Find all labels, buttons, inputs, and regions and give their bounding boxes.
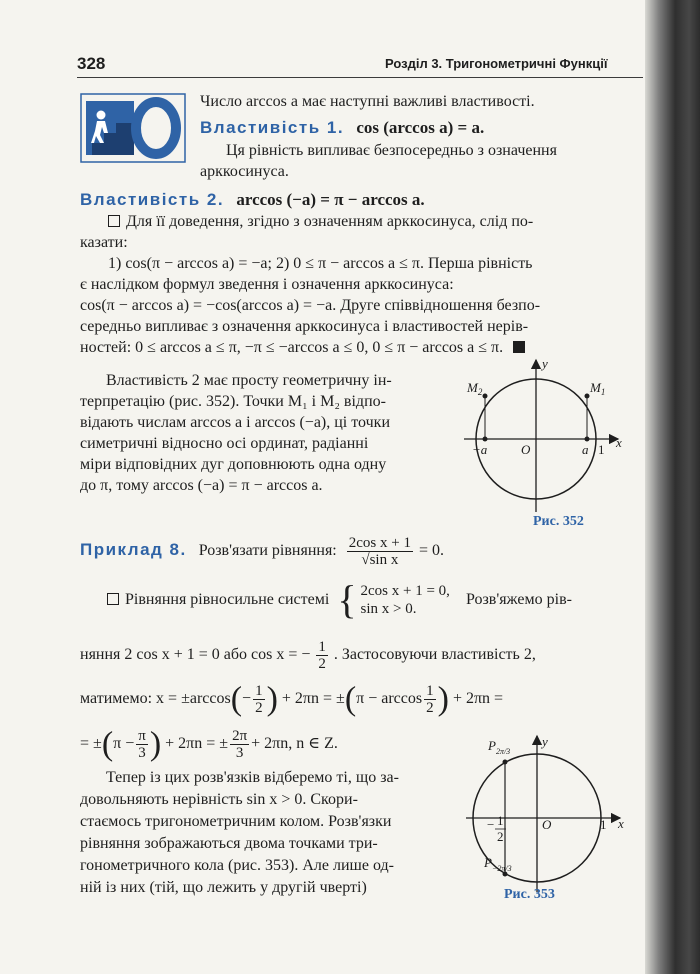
one-label: 1	[598, 442, 605, 457]
example-title: Приклад 8.	[80, 540, 187, 560]
geo-text-line: терпретацію (рис. 352). Точки M₁ і M₂ відпо-	[80, 393, 386, 410]
closing-line: рівняння зображаються двома точками три-	[80, 835, 378, 852]
proof-line: cos(π − arccos a) = −cos(arccos a) = −a. Друге співвідношення безпо-	[80, 297, 541, 314]
proof-line: середньо випливає з означення арккосинуса і властивостей нерів-	[80, 318, 529, 335]
property-1-line: арккосинуса.	[200, 163, 289, 180]
m2-label: $M_2$	[467, 380, 483, 397]
geo-text-line: відають числам arccos a і arccos (−a), ці точки	[80, 414, 390, 431]
header-rule	[77, 77, 643, 78]
a-label: a	[582, 442, 589, 457]
page-number: 328	[77, 54, 106, 73]
solution-start-icon	[107, 593, 119, 605]
point-neg-a	[483, 437, 488, 442]
book-spine	[645, 0, 700, 974]
proof-line: казати:	[80, 234, 128, 251]
definition-logo-icon	[80, 93, 186, 163]
figure-caption: Рис. 352	[533, 514, 584, 529]
figure-353	[462, 732, 634, 904]
x-label: x	[618, 816, 624, 831]
closing-line: Тепер із цих розв'язків відберемо ті, що за-	[106, 769, 399, 786]
closing-line: ній із них (тій, що лежить у другій чверті)	[80, 879, 367, 896]
point-a	[585, 437, 590, 442]
origin-label: O	[542, 817, 552, 832]
one-label: 1	[600, 817, 607, 832]
proof-line: ностей: 0 ≤ arccos a ≤ π, −π ≤ −arccos a ≤ 0, 0 ≤ π − arccos a ≤ π.	[80, 338, 525, 358]
property-2-title: Властивість 2.	[80, 190, 225, 209]
geo-text-line: симетричні відносно осі ординат, радіанні	[80, 435, 369, 452]
property-1-formula: cos (arccos a) = a.	[356, 118, 485, 137]
y-label: y	[542, 356, 548, 371]
example-task: Розв'язати рівняння:	[198, 542, 337, 560]
proof-line: 1) cos(π − arccos a) = −a; 2) 0 ≤ π − arccos a ≤ π. Перша рівність	[108, 255, 533, 272]
closing-line: стаємось тригонометричним колом. Розв'язки	[80, 813, 392, 830]
proof-start-icon	[108, 215, 120, 227]
property-2-formula: arccos (−a) = π − arccos a.	[236, 190, 425, 209]
closing-line: довольняють нерівність sin x > 0. Скори-	[80, 791, 358, 808]
y-label: y	[542, 734, 548, 749]
geo-text-line: до π, тому arccos (−a) = π − arccos a.	[80, 477, 323, 494]
geo-text-line: Властивість 2 має просту геометричну ін-	[106, 372, 392, 389]
origin-label: O	[521, 442, 531, 457]
p-top-label: $P_{2\pi/3}$	[488, 738, 511, 756]
neg-a-label: −a	[472, 442, 488, 457]
closing-line: гонометричного кола (рис. 353). Але лише од-	[80, 857, 394, 874]
example-heading: Приклад 8. Розв'язати рівняння: $\frac{\text{2cos x + 1}}{\text{√sin x}}$ = 0.	[80, 535, 444, 568]
property-1-title: Властивість 1.	[200, 118, 345, 137]
example-line: = ±(π − $\frac{\pi}{3}$ ) + 2πn = ± $\frac{2\pi}{3}$ + 2πn, n ∈ Z.	[80, 725, 338, 763]
proof-line: є наслідком формул зведення і означення арккосинуса:	[80, 276, 454, 293]
p-bottom-label: $P_{-2\pi/3}$	[484, 855, 512, 873]
geo-text-line: міри відповідних дуг доповнюють одна одну	[80, 456, 387, 473]
x-label: x	[616, 435, 622, 450]
figure-352	[458, 352, 633, 532]
neg-half-den: 2	[497, 829, 504, 844]
example-equation-fraction: $\frac{\text{2cos x + 1}}{\text{√sin x}}$	[348, 535, 411, 568]
chapter-title: Розділ 3. Тригонометричні Функції	[385, 56, 608, 71]
property-2-heading	[80, 190, 425, 210]
point-p-2pi-3	[503, 760, 508, 765]
fraction-one-half: $\frac{1}{2}$	[318, 638, 326, 672]
example-line: матимемо: x = ±arccos(− $\frac{1}{2}$ ) + 2πn = ±(π − arccos $\frac{1}{2}$ ) + 2πn =	[80, 680, 504, 718]
property-1-line: Ця рівність випливає безпосередньо з означення	[226, 142, 557, 159]
m1-label: $M_1$	[590, 380, 606, 397]
point-m2	[483, 394, 488, 399]
neg-half-sign: −	[487, 817, 495, 832]
equation-system: 2cos x + 1 = 0, sin x > 0.	[360, 583, 450, 618]
example-line: няння 2 cos x + 1 = 0 або cos x = − $\frac{1}{2}$ . Застосовуючи властивість 2,	[80, 638, 536, 672]
proof-line: Для її доведення, згідно з означенням арккосинуса, слід по-	[108, 212, 533, 232]
point-m1	[585, 394, 590, 399]
figure-caption: Рис. 353	[504, 887, 555, 902]
neg-half-num: 1	[497, 813, 504, 828]
property-1-heading	[200, 118, 484, 138]
intro-text: Число arccos a має наступні важливі властивості.	[200, 93, 535, 110]
system-line: Рівняння рівносильне системі { 2cos x + 1 = 0, sin x > 0. Розв'яжемо рів-	[107, 580, 572, 620]
